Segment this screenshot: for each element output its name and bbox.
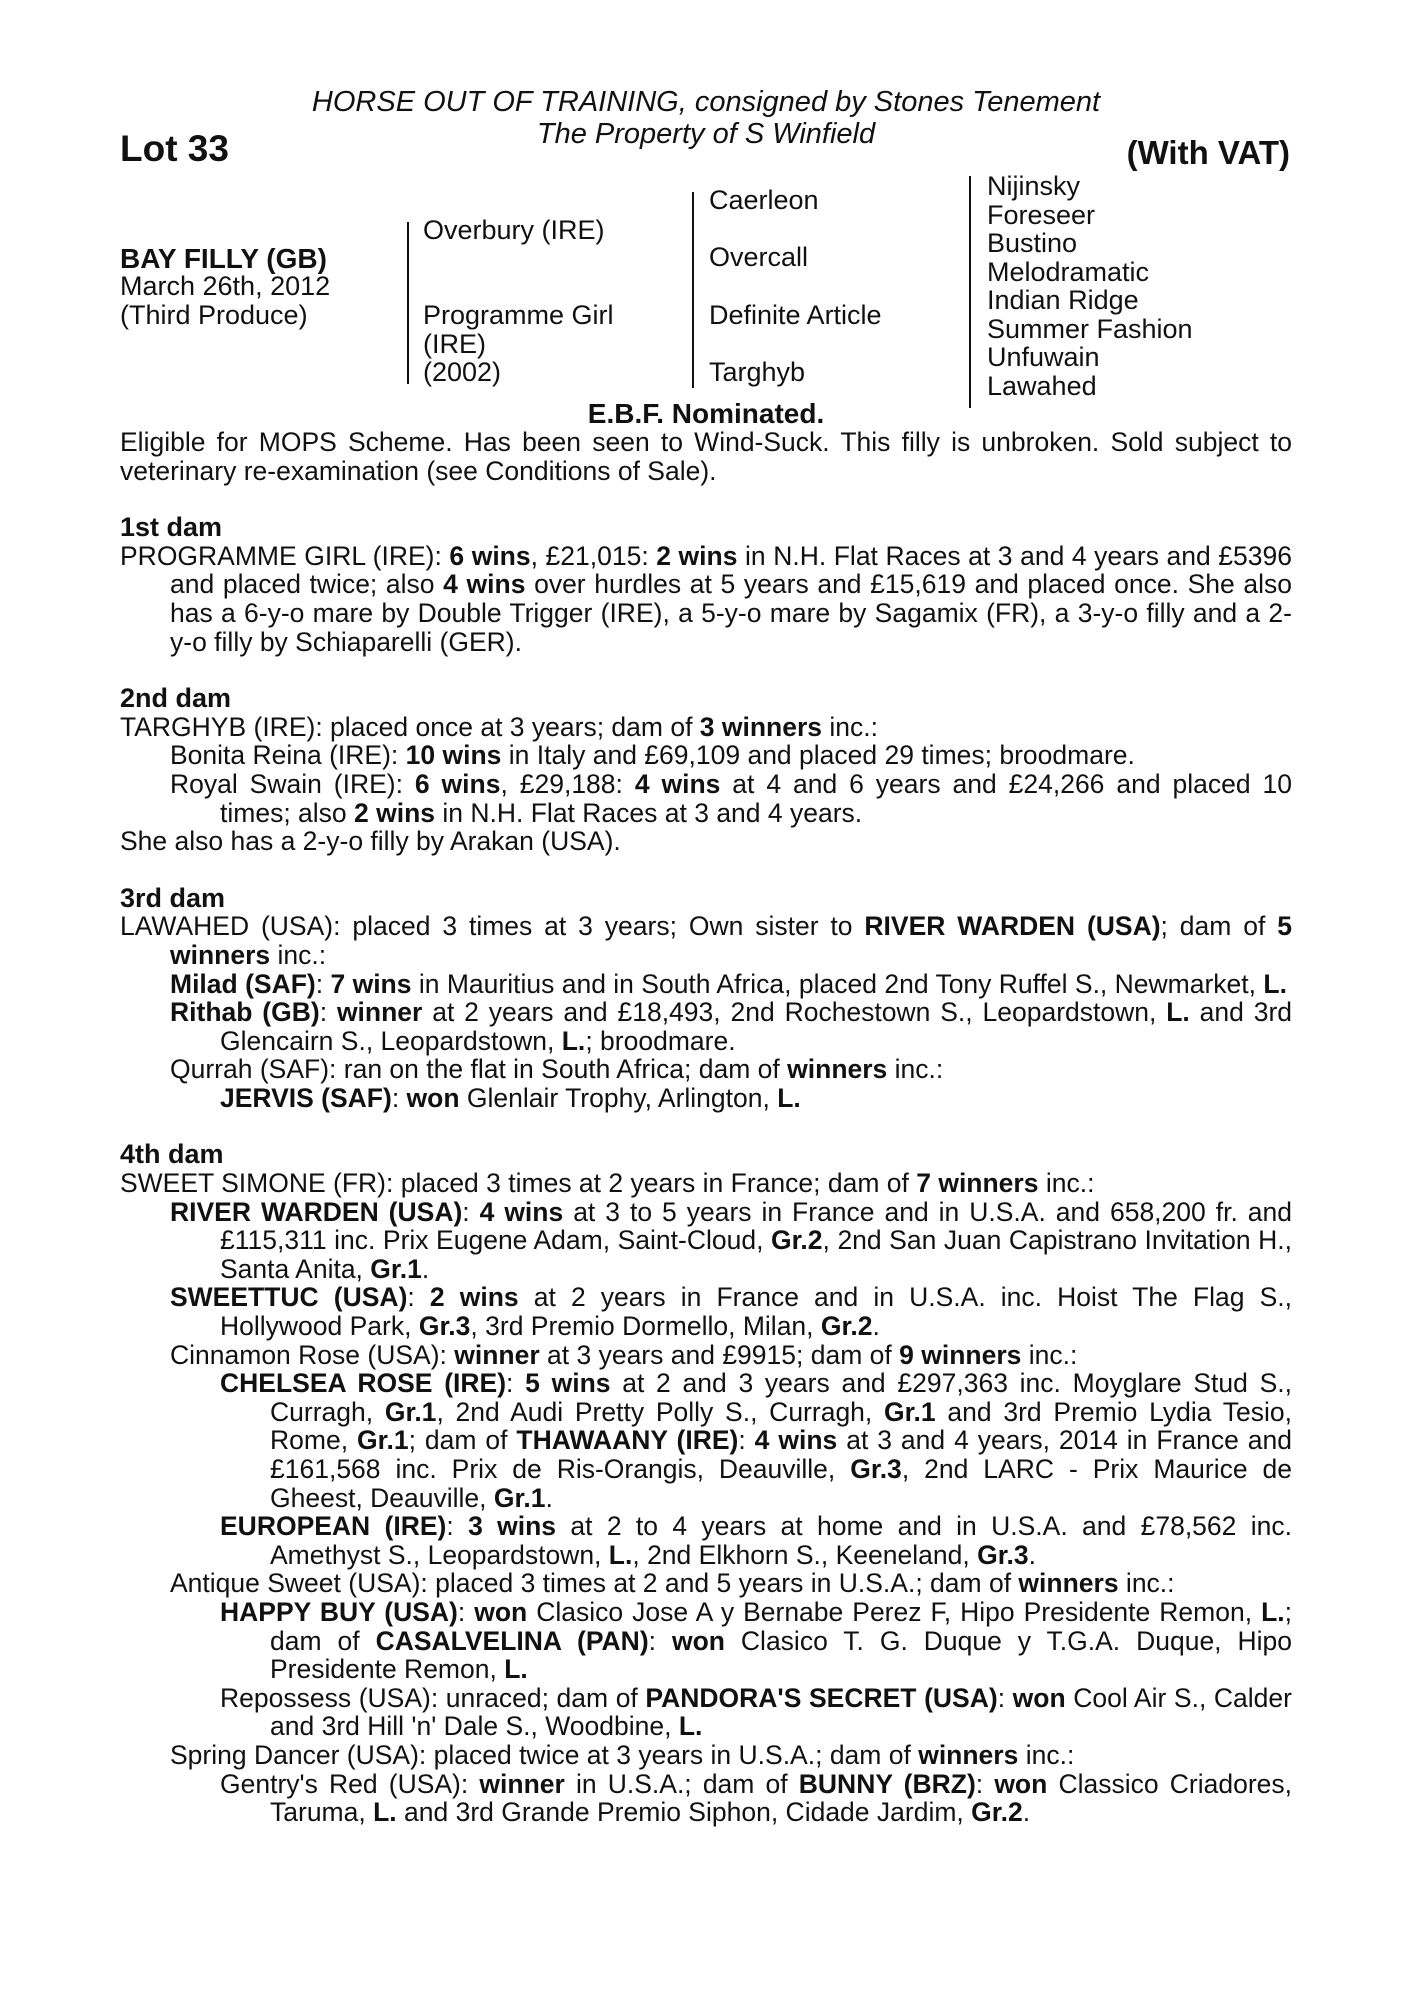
dam3-jervis: JERVIS (SAF): won Glenlair Trophy, Arlington, L. <box>220 1082 801 1113</box>
gen3-2: Foreseer <box>987 200 1096 230</box>
dam2-tail: She also has a 2-y-o filly by Arakan (USA). <box>120 826 621 857</box>
grandsire-1: Caerleon <box>709 185 819 215</box>
dam1-entry: PROGRAMME GIRL (IRE): 6 wins, £21,015: 2 wins in N.H. Flat Races at 3 and 4 years and £5396 and placed twice; also 4 wins over hurdles at 5 years and £15,619 and placed once. She also has a 6-y-o mare by Double Trigger (IRE), a 5-y-o mare by Sagamix (FR), a 3-y-o filly and a 2-y-o filly by Schiaparelli (GER). <box>120 540 1292 657</box>
dam4-spring-dancer: Spring Dancer (USA): placed twice at 3 years in U.S.A.; dam of winners inc.: <box>170 1739 1075 1770</box>
granddam-2: Targhyb <box>709 357 806 387</box>
dam3-milad: Milad (SAF): 7 wins in Mauritius and in South Africa, placed 2nd Tony Ruffel S., Newmarket, L. <box>170 968 1287 999</box>
dam-name: Programme Girl <box>423 300 614 330</box>
ebf-nominated: E.B.F. Nominated. <box>587 398 825 429</box>
sire-name: Overbury (IRE) <box>423 215 605 245</box>
dam3-entry: LAWAHED (USA): placed 3 times at 3 years; Own sister to RIVER WARDEN (USA); dam of 5 winners inc.: <box>120 911 1292 970</box>
dam4-repossess: Repossess (USA): unraced; dam of PANDORA'S SECRET (USA): won Cool Air S., Calder and 3rd Hill 'n' Dale S., Woodbine, L. <box>220 1682 1292 1742</box>
section-1st-dam: 1st dam <box>120 512 223 543</box>
grandsire-2: Definite Article <box>709 300 882 330</box>
gen3-6: Summer Fashion <box>987 314 1193 344</box>
section-3rd-dam: 3rd dam <box>120 882 226 913</box>
pedigree-divider-1 <box>407 222 409 384</box>
vat-label: (With VAT) <box>1126 134 1290 171</box>
dam4-entry: SWEET SIMONE (FR): placed 3 times at 2 years in France; dam of 7 winners inc.: <box>120 1168 1095 1199</box>
dam4-happy-buy: HAPPY BUY (USA): won Clasico Jose A y Bernabe Perez F, Hipo Presidente Remon, L.; dam of CASALVELINA (PAN): won Clasico T. G. Duque y T.G.A. Duque, Hipo Presidente Remon, L. <box>220 1596 1292 1685</box>
dam3-qurrah: Qurrah (SAF): ran on the flat in South Africa; dam of winners inc.: <box>170 1054 944 1085</box>
gen3-5: Indian Ridge <box>987 285 1139 315</box>
gen3-4: Melodramatic <box>987 257 1150 287</box>
dam4-chelsea-rose: CHELSEA ROSE (IRE): 5 wins at 2 and 3 years and £297,363 inc. Moyglare Stud S., Curragh, Gr.1, 2nd Audi Pretty Polly S., Curragh, Gr.1 and 3rd Premio Lydia Tesio, Rome, Gr.1; dam of THAWAANY (IRE): 4 wins at 3 and 4 years, 2014 in France and £161,568 inc. Prix de Ris-Orangis, Deauville, Gr.3, 2nd LARC - Prix Maurice de Gheest, Deauville, Gr.1. <box>220 1368 1292 1513</box>
gen3-3: Bustino <box>987 228 1078 258</box>
subject-name: BAY FILLY (GB) <box>120 243 327 274</box>
granddam-1: Overcall <box>709 242 809 272</box>
catalogue-body <box>120 428 1292 1827</box>
dam4-antique-sweet: Antique Sweet (USA): placed 3 times at 2 and 5 years in U.S.A.; dam of winners inc.: <box>170 1568 1175 1599</box>
dam4-sweettuc: SWEETTUC (USA): 2 wins at 2 years in France and in U.S.A. inc. Hoist The Flag S., Hollywood Park, Gr.3, 3rd Premio Dormello, Milan, Gr.2. <box>170 1282 1292 1342</box>
sale-notes: Eligible for MOPS Scheme. Has been seen to Wind-Suck. This filly is unbroken. Sold subject to veterinary re-examination (see Conditions of Sale). <box>120 427 1292 486</box>
lot-number: Lot 33 <box>120 128 229 169</box>
dam2-runner-1: Bonita Reina (IRE): 10 wins in Italy and £69,109 and placed 29 times; broodmare. <box>170 740 1135 771</box>
section-2nd-dam: 2nd dam <box>120 683 232 714</box>
dam4-european: EUROPEAN (IRE): 3 wins at 2 to 4 years at home and in U.S.A. and £78,562 inc. Amethyst S., Leopardstown, L., 2nd Elkhorn S., Keeneland, Gr.3. <box>220 1511 1292 1570</box>
consignment-line: HORSE OUT OF TRAINING, consigned by Stones Tenement <box>311 86 1101 118</box>
dam-year: (2002) <box>423 357 502 387</box>
pedigree-divider-3 <box>969 176 971 408</box>
section-4th-dam: 4th dam <box>120 1139 224 1170</box>
dam2-entry: TARGHYB (IRE): placed once at 3 years; dam of 3 winners inc.: <box>120 711 879 742</box>
dam-country: (IRE) <box>423 329 486 359</box>
dam2-runner-2: Royal Swain (IRE): 6 wins, £29,188: 4 wins at 4 and 6 years and £24,266 and placed 10 times; also 2 wins in N.H. Flat Races at 3 and 4 years. <box>170 768 1292 828</box>
subject-foaled: March 26th, 2012 <box>120 271 331 301</box>
subject-produce: (Third Produce) <box>120 300 308 330</box>
gen3-1: Nijinsky <box>987 171 1081 201</box>
dam4-cinnamon-rose: Cinnamon Rose (USA): winner at 3 years and £9915; dam of 9 winners inc.: <box>170 1339 1078 1370</box>
gen3-8: Lawahed <box>987 371 1097 401</box>
dam4-gentrys-red: Gentry's Red (USA): winner in U.S.A.; dam of BUNNY (BRZ): won Classico Criadores, Taruma, L. and 3rd Grande Premio Siphon, Cidade Jardim, Gr.2. <box>220 1768 1292 1828</box>
dam3-rithab: Rithab (GB): winner at 2 years and £18,493, 2nd Rochestown S., Leopardstown, L. and 3rd Glencairn S., Leopardstown, L.; broodmare. <box>170 997 1293 1056</box>
dam4-river-warden: RIVER WARDEN (USA): 4 wins at 3 to 5 years in France and in U.S.A. and 658,200 fr. and £115,311 inc. Prix Eugene Adam, Saint-Cloud, Gr.2, 2nd San Juan Capistrano Invitation H., Santa Anita, Gr.1. <box>170 1196 1292 1284</box>
gen3-7: Unfuwain <box>987 342 1100 372</box>
pedigree-divider-2 <box>692 192 694 388</box>
property-line: The Property of S Winfield <box>536 118 876 150</box>
